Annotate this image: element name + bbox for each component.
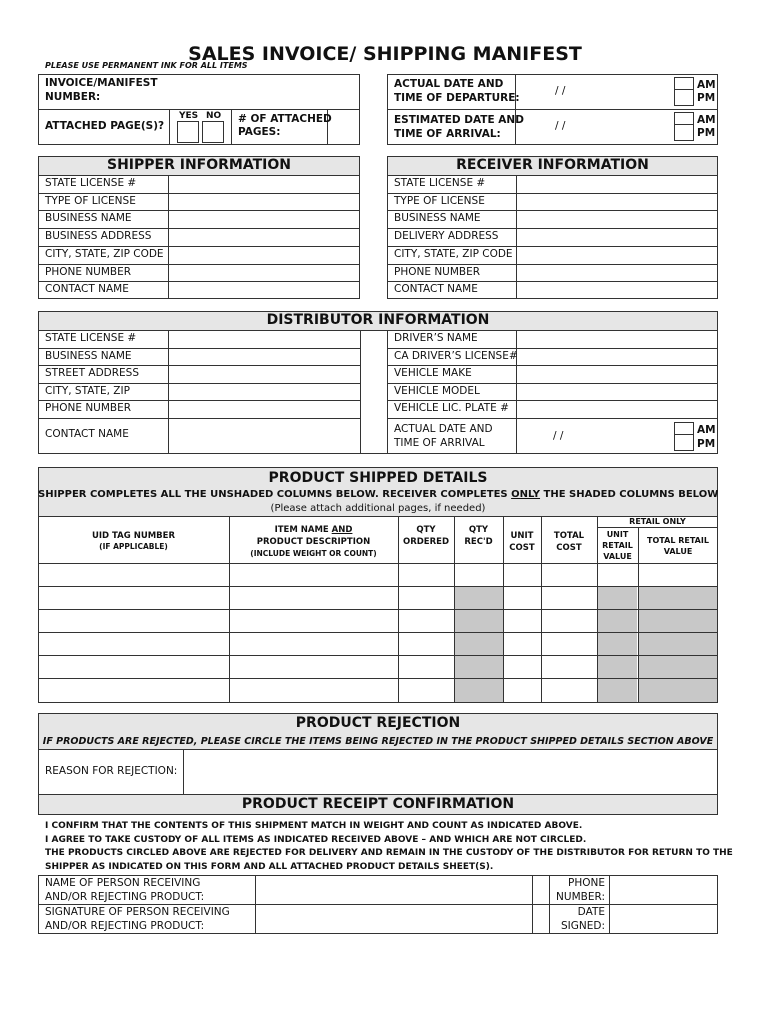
shipper-field-input[interactable]	[169, 194, 359, 210]
distributor-field-label: CONTACT NAME	[45, 428, 129, 440]
distributor-vehicle-input[interactable]	[517, 401, 717, 417]
receiver-field-label: CONTACT NAME	[394, 283, 478, 296]
distributor-vehicle-label: DRIVER’S NAME	[394, 332, 478, 344]
shipper-field-input[interactable]	[169, 282, 359, 298]
distributor-pm-checkbox[interactable]	[674, 434, 694, 451]
col-total-cost-header: TOTAL COST	[553, 531, 585, 553]
shipper-field-input[interactable]	[169, 265, 359, 281]
date-signed-input[interactable]	[610, 905, 717, 933]
phone-number-label: PHONE NUMBER:	[556, 877, 605, 903]
distributor-field-label: BUSINESS NAME	[45, 349, 132, 362]
distributor-field-label: STATE LICENSE #	[45, 332, 137, 344]
distributor-vehicle-input[interactable]	[517, 349, 717, 365]
departure-date[interactable]: / /	[555, 85, 566, 97]
yes-checkbox[interactable]	[177, 121, 199, 143]
total-retail-cell[interactable]	[639, 564, 717, 585]
distributor-vehicle-input[interactable]	[517, 366, 717, 382]
confirmation-header: PRODUCT RECEIPT CONFIRMATION	[38, 794, 718, 815]
distributor-field-label: CITY, STATE, ZIP	[45, 384, 130, 397]
uid-cell[interactable]	[39, 564, 228, 585]
distributor-arrival-date[interactable]: / /	[553, 430, 564, 442]
receiver-name-label: NAME OF PERSON RECEIVING AND/OR REJECTING PRODUCT:	[45, 877, 205, 903]
receiver-field-input[interactable]	[517, 229, 717, 245]
distributor-field-input[interactable]	[169, 331, 359, 347]
col-item-header: ITEM NAME AND PRODUCT DESCRIPTION (INCLUDE WEIGHT OR COUNT)	[250, 525, 377, 558]
total-retail-cell[interactable]	[639, 633, 717, 654]
col-unit-retail-header: UNIT RETAIL VALUE	[602, 530, 633, 561]
receiver-header: RECEIVER INFORMATION	[387, 156, 718, 176]
unit-cost-cell[interactable]	[504, 633, 540, 654]
arrival-label: ESTIMATED DATE AND TIME OF ARRIVAL:	[394, 114, 524, 140]
qty-ordered-cell[interactable]	[399, 679, 453, 700]
qty-ordered-cell[interactable]	[399, 656, 453, 677]
reason-label: REASON FOR REJECTION:	[45, 765, 178, 777]
total-retail-cell[interactable]	[639, 679, 717, 700]
invoice-number-input[interactable]	[170, 75, 359, 108]
receiver-name-input[interactable]	[256, 876, 531, 903]
unit-retail-cell[interactable]	[598, 633, 637, 654]
page-title: SALES INVOICE/ SHIPPING MANIFEST	[188, 43, 582, 65]
total-cost-cell[interactable]	[542, 656, 596, 677]
uid-cell[interactable]	[39, 610, 228, 631]
distributor-field-input[interactable]	[169, 366, 359, 382]
phone-number-input[interactable]	[610, 876, 717, 903]
shipper-field-input[interactable]	[169, 247, 359, 263]
receiver-signature-input[interactable]	[256, 905, 531, 933]
receiver-signature-label: SIGNATURE OF PERSON RECEIVING AND/OR REJECTING PRODUCT:	[45, 906, 230, 932]
total-retail-cell[interactable]	[639, 610, 717, 631]
shipper-field-label: BUSINESS ADDRESS	[45, 230, 152, 243]
total-retail-cell[interactable]	[639, 656, 717, 677]
attached-pages-label: ATTACHED PAGE(S)?	[45, 120, 165, 132]
distributor-field-input[interactable]	[169, 384, 359, 400]
item-cell[interactable]	[230, 564, 397, 585]
arrival-pm-checkbox[interactable]	[674, 124, 694, 141]
product-subtitle: SHIPPER COMPLETES ALL THE UNSHADED COLUMNS BELOW. RECEIVER COMPLETES ONLY THE SHADED COLUMNS BELOW	[38, 489, 719, 500]
distributor-vehicle-input[interactable]	[517, 384, 717, 400]
shipper-field-label: PHONE NUMBER	[45, 265, 132, 278]
qty-ordered-cell[interactable]	[399, 610, 453, 631]
unit-cost-cell[interactable]	[504, 656, 540, 677]
item-cell[interactable]	[230, 610, 397, 631]
unit-retail-cell[interactable]	[598, 679, 637, 700]
unit-cost-cell[interactable]	[504, 679, 540, 700]
unit-retail-cell[interactable]	[598, 587, 637, 608]
product-note: (Please attach additional pages, if needed)	[270, 503, 486, 514]
num-attached-input[interactable]	[328, 110, 359, 144]
yes-label: YES	[179, 111, 199, 121]
qty-ordered-cell[interactable]	[399, 587, 453, 608]
distributor-am-pm: AM PM	[697, 424, 716, 450]
total-cost-cell[interactable]	[542, 610, 596, 631]
col-qty-ordered-header: QTY ORDERED	[402, 525, 450, 547]
col-uid-header: UID TAG NUMBER (IF APPLICABLE)	[91, 531, 176, 551]
distributor-field-input[interactable]	[169, 419, 359, 453]
arrival-am-pm: AM PM	[697, 114, 716, 139]
rejection-instruction: IF PRODUCTS ARE REJECTED, PLEASE CIRCLE THE ITEMS BEING REJECTED IN THE PRODUCT SHIPPED DETAILS SECTION ABOVE	[42, 736, 714, 747]
distributor-field-label: STREET ADDRESS	[45, 367, 140, 380]
total-cost-cell[interactable]	[542, 633, 596, 654]
date-signed-label: DATE SIGNED:	[560, 906, 605, 932]
qty-received-cell[interactable]	[455, 587, 502, 608]
col-qty-received-header: QTY REC'D	[464, 525, 493, 547]
unit-retail-cell[interactable]	[598, 564, 637, 585]
qty-received-cell[interactable]	[455, 633, 502, 654]
distributor-vehicle-label: VEHICLE MAKE	[394, 367, 472, 380]
shipper-field-input[interactable]	[169, 211, 359, 227]
receiver-field-input[interactable]	[517, 282, 717, 298]
qty-ordered-cell[interactable]	[399, 633, 453, 654]
rejection-title: PRODUCT REJECTION	[295, 715, 461, 731]
total-cost-cell[interactable]	[542, 679, 596, 700]
distributor-field-input[interactable]	[169, 349, 359, 365]
arrival-date[interactable]: / /	[555, 120, 566, 132]
col-unit-cost-header: UNIT COST	[509, 531, 535, 553]
no-checkbox[interactable]	[202, 121, 224, 143]
receiver-field-input[interactable]	[517, 247, 717, 263]
distributor-arrival-label: ACTUAL DATE AND TIME OF ARRIVAL	[394, 423, 493, 449]
shipper-header: SHIPPER INFORMATION	[38, 156, 360, 176]
shipper-field-label: TYPE OF LICENSE	[45, 194, 136, 207]
receiver-field-input[interactable]	[517, 211, 717, 227]
shipper-field-input[interactable]	[169, 229, 359, 245]
total-retail-cell[interactable]	[639, 587, 717, 608]
receiver-field-input[interactable]	[517, 265, 717, 281]
receiver-field-label: BUSINESS NAME	[394, 212, 481, 225]
receiver-field-input[interactable]	[517, 194, 717, 210]
no-label: NO	[206, 111, 222, 121]
num-attached-label: # OF ATTACHED PAGES:	[238, 113, 332, 138]
col-total-retail-header: TOTAL RETAIL VALUE	[647, 536, 709, 556]
distributor-field-label: PHONE NUMBER	[45, 402, 132, 415]
distributor-vehicle-label: CA DRIVER’S LICENSE#	[394, 349, 518, 362]
product-title: PRODUCT SHIPPED DETAILS	[268, 470, 488, 486]
distributor-header: DISTRIBUTOR INFORMATION	[38, 311, 718, 331]
qty-received-cell[interactable]	[455, 610, 502, 631]
qty-ordered-cell[interactable]	[399, 564, 453, 585]
ink-instruction: PLEASE USE PERMANENT INK FOR ALL ITEMS	[45, 61, 248, 70]
uid-cell[interactable]	[39, 587, 228, 608]
departure-am-pm: AM PM	[697, 79, 716, 104]
item-cell[interactable]	[230, 633, 397, 654]
departure-label: ACTUAL DATE AND TIME OF DEPARTURE:	[394, 78, 520, 104]
reason-input[interactable]	[184, 750, 717, 794]
total-cost-cell[interactable]	[542, 587, 596, 608]
qty-received-cell[interactable]	[455, 564, 502, 585]
item-cell[interactable]	[230, 656, 397, 677]
item-cell[interactable]	[230, 587, 397, 608]
uid-cell[interactable]	[39, 633, 228, 654]
receiver-field-input[interactable]	[517, 176, 717, 192]
qty-received-cell[interactable]	[455, 656, 502, 677]
qty-received-cell[interactable]	[455, 679, 502, 700]
departure-pm-checkbox[interactable]	[674, 89, 694, 106]
confirmation-text: I CONFIRM THAT THE CONTENTS OF THIS SHIPMENT MATCH IN WEIGHT AND COUNT AS INDICATED ABOVE. I AGREE TO TAKE CUSTODY OF ALL ITEMS AS INDICATED RECEIVED ABOVE – AND WHICH ARE NOT CIRCLED. THE PRODUCTS CIRCLED ABOVE ARE REJECTED FOR DELIVERY AND REMAIN IN THE CUSTODY OF THE DISTRIBUTOR FOR RETURN TO THE SHIPPER AS INDICATED ON THIS FORM AND ALL ATTACHED PRODUCT DETAILS SHEET(S).	[45, 821, 733, 872]
shipper-field-input[interactable]	[169, 176, 359, 192]
distributor-vehicle-input[interactable]	[517, 331, 717, 347]
total-cost-cell[interactable]	[542, 564, 596, 585]
unit-retail-cell[interactable]	[598, 656, 637, 677]
unit-cost-cell[interactable]	[504, 587, 540, 608]
shipper-field-label: BUSINESS NAME	[45, 212, 132, 225]
receiver-field-label: DELIVERY ADDRESS	[394, 230, 499, 243]
receiver-field-label: TYPE OF LICENSE	[394, 194, 485, 207]
uid-cell[interactable]	[39, 656, 228, 677]
shipper-field-label: STATE LICENSE #	[45, 177, 137, 189]
shipper-field-label: CONTACT NAME	[45, 283, 129, 296]
distributor-vehicle-label: VEHICLE LIC. PLATE #	[394, 402, 509, 415]
unit-cost-cell[interactable]	[504, 564, 540, 585]
retail-only-header: RETAIL ONLY	[629, 517, 686, 526]
shipper-field-label: CITY, STATE, ZIP CODE	[45, 247, 164, 260]
unit-retail-cell[interactable]	[598, 610, 637, 631]
receiver-field-label: CITY, STATE, ZIP CODE	[394, 247, 513, 260]
invoice-number-label: INVOICE/MANIFEST NUMBER:	[45, 77, 158, 103]
distributor-field-input[interactable]	[169, 401, 359, 417]
receiver-field-label: PHONE NUMBER	[394, 265, 481, 278]
item-cell[interactable]	[230, 679, 397, 700]
uid-cell[interactable]	[39, 679, 228, 700]
receiver-field-label: STATE LICENSE #	[394, 177, 486, 189]
distributor-vehicle-label: VEHICLE MODEL	[394, 384, 480, 397]
unit-cost-cell[interactable]	[504, 610, 540, 631]
